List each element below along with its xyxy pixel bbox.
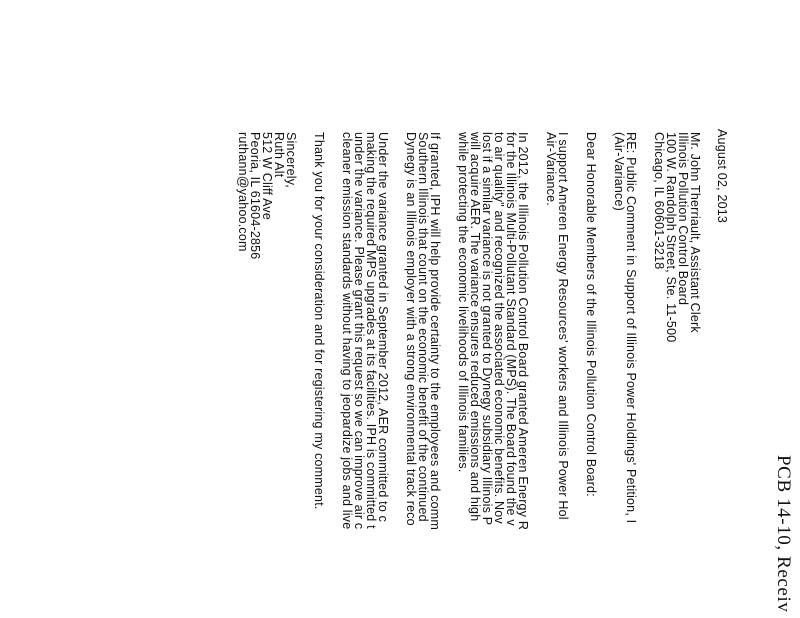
body-line: will acquire AER. The variance ensures reduced emissions and high bbox=[468, 132, 482, 522]
salutation: Dear Honorable Members of the Illinois Pollution Control Board: bbox=[584, 132, 598, 497]
address-line: Illinois Pollution Control Board bbox=[676, 132, 690, 306]
body-line: making the required MPS upgrades at its facilities. IPH is committed t bbox=[364, 132, 378, 529]
signature-line: Peoria, IL 61604-2856 bbox=[248, 132, 262, 260]
received-stamp: PCB 14-10, Receiv bbox=[773, 455, 794, 613]
address-line: 100 W. Randolph Street, Ste. 11-500 bbox=[664, 132, 678, 343]
body-line: cleaner emission standards without having to jeopardize jobs and live bbox=[340, 132, 354, 530]
address-line: Mr. John Therriault, Assistant Clerk bbox=[688, 132, 702, 333]
body-line: If granted, IPH will help provide certainty to the employees and comm bbox=[428, 132, 442, 531]
body-line: In 2012, the Illinois Pollution Control Board granted Ameren Energy R bbox=[516, 132, 530, 531]
signature-line: ruthann@yahoo.com bbox=[236, 132, 250, 252]
closing-line: Thank you for your consideration and for registering my comment. bbox=[312, 132, 326, 510]
body-line: Southern Illinois that count on the economic benefit of the continued bbox=[416, 132, 430, 522]
body-line: to air quality" and recognized the associated economic benefits. Nov bbox=[492, 132, 506, 524]
body-line: lost if a similar variance is not granted to Dynegy subsidiary Illinois P bbox=[480, 132, 494, 526]
subject-text: RE: Public Comment in Support of Illinois Power Holdings' Petition, I bbox=[624, 132, 638, 524]
subject-text: (Air-Variance) bbox=[612, 132, 626, 211]
signature-line: 512 W Cliff Ave bbox=[260, 132, 274, 220]
address-line: Chicago, IL 60601-3218 bbox=[652, 132, 666, 270]
body-line: while protecting the economic livelihoods of Illinois families. bbox=[456, 132, 470, 473]
signature-line: Ruth Alt bbox=[272, 132, 286, 178]
letter-date: August 02, 2013 bbox=[715, 129, 729, 224]
body-line: for the Illinois Multi-Pollutant Standard (MPS). The Board found the v bbox=[504, 132, 518, 526]
body-line: I support Ameren Energy Resources' workers and Illinois Power Hol bbox=[556, 132, 570, 520]
body-line: Dynegy is an Illinois employer with a strong environmental track reco bbox=[404, 132, 418, 526]
body-line: under the variance. Please grant this request so we can improve air c bbox=[352, 132, 366, 530]
body-line: Under the variance granted in September 2012, AER committed to c bbox=[376, 132, 390, 523]
signature-line: Sincerely, bbox=[284, 132, 298, 188]
body-line: Air-Variance. bbox=[544, 132, 558, 206]
